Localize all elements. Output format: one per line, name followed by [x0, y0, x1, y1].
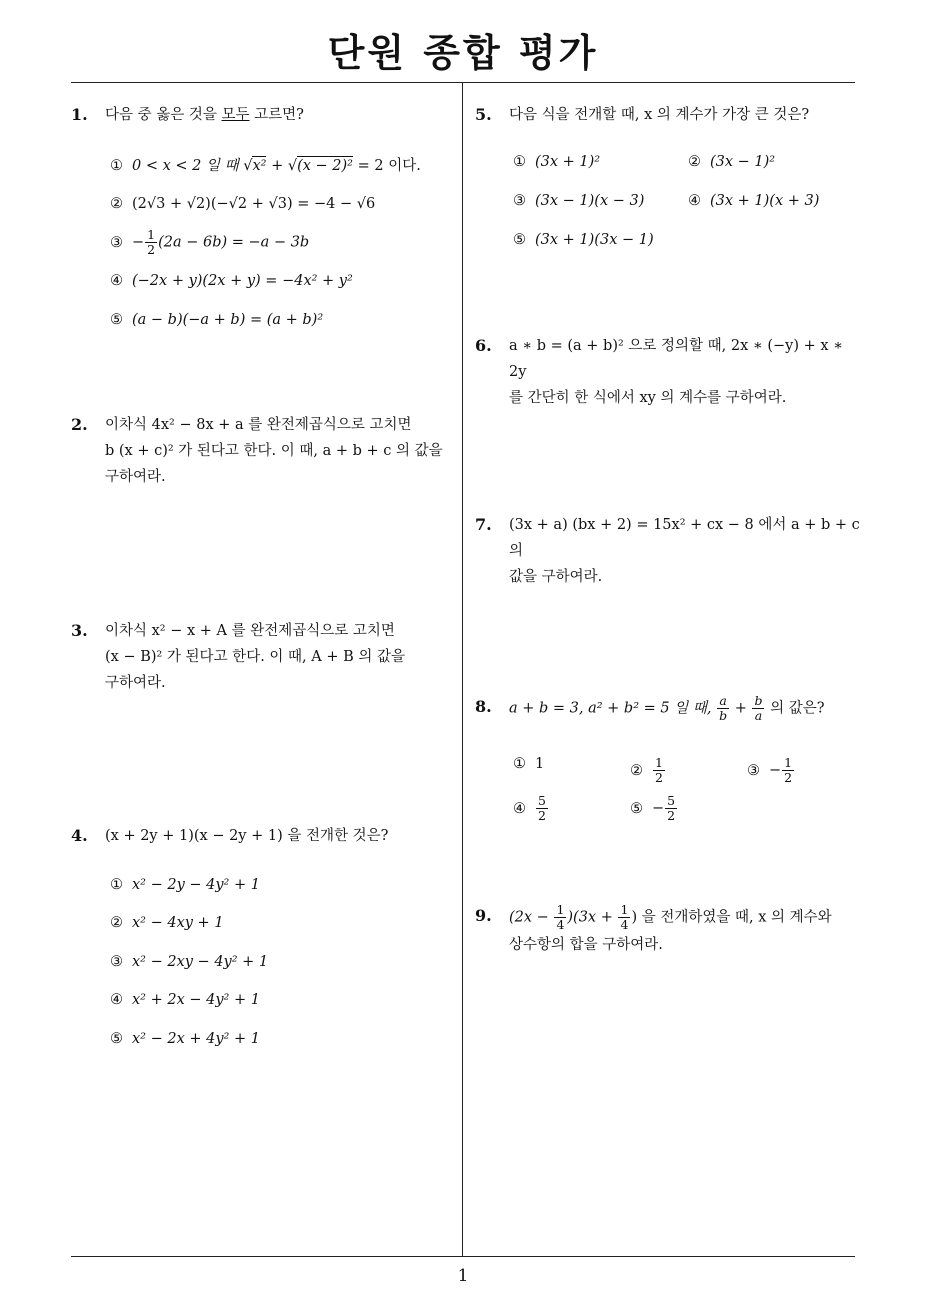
- question-9: [475, 903, 860, 958]
- question-text-line: 구하여라.: [105, 469, 166, 485]
- option-1-5[interactable]: ⑤ (a − b)(−a + b) = (a + b)²: [110, 312, 324, 328]
- option-5-3[interactable]: ③ (3x − 1)(x − 3): [513, 193, 645, 209]
- option-5-1[interactable]: ① (3x + 1)²: [513, 154, 601, 170]
- option-8-2[interactable]: ② $\frac{1}{2}$: [630, 755, 663, 785]
- question-text: 다음 식을 전개할 때, x 의 계수가 가장 큰 것은?: [509, 107, 810, 123]
- option-1-4[interactable]: ④ (−2x + y)(2x + y) = −4x² + y²: [110, 273, 353, 289]
- footer-rule: [71, 1256, 855, 1257]
- question-text: (2x − $\frac{1}{4}$ )(3x + $\frac{1}{4}$ ) 을 전개하였을 때, x 의 계수와: [509, 902, 832, 932]
- option-8-5[interactable]: ⑤ − $\frac{5}{2}$: [630, 793, 676, 823]
- option-5-5[interactable]: ⑤ (3x + 1)(3x − 1): [513, 232, 654, 248]
- question-2: [71, 412, 456, 490]
- option-1-3[interactable]: ③ − $\frac{1}{2}$ (2a − 6b) = −a − 3b: [110, 227, 310, 257]
- question-number: 4.: [71, 826, 88, 845]
- question-number: 1.: [71, 105, 88, 124]
- question-text-line: 상수항의 합을 구하여라.: [509, 937, 663, 953]
- question-text-line: a ∗ b = (a + b)² 으로 정의할 때, 2x ∗ (−y) + x ∗ 2y: [509, 338, 844, 380]
- question-number: 8.: [475, 697, 492, 716]
- question-text-line: 값을 구하여라.: [509, 569, 603, 585]
- page-title: 단원 종합 평가: [327, 31, 599, 75]
- option-4-5[interactable]: ⑤ x² − 2x + 4y² + 1: [110, 1031, 260, 1047]
- option-1-2[interactable]: ② (2√3 + √2)(−√2 + √3) = −4 − √6: [110, 196, 376, 212]
- option-4-4[interactable]: ④ x² + 2x − 4y² + 1: [110, 992, 260, 1008]
- question-number: 5.: [475, 105, 492, 124]
- question-text-line: (x − B)² 가 된다고 한다. 이 때, A + B 의 값을: [105, 649, 405, 665]
- question-text-line: 구하여라.: [105, 675, 166, 691]
- question-text-line: 이차식 4x² − 8x + a 를 완전제곱식으로 고치면: [105, 417, 412, 433]
- question-number: 3.: [71, 621, 88, 640]
- option-4-2[interactable]: ② x² − 4xy + 1: [110, 915, 224, 931]
- question-text-line: 를 간단히 한 식에서 xy 의 계수를 구하여라.: [509, 390, 787, 406]
- header-rule: [71, 82, 855, 83]
- option-8-1[interactable]: ① 1: [513, 756, 545, 772]
- question-text: (x + 2y + 1)(x − 2y + 1) 을 전개한 것은?: [105, 828, 389, 844]
- option-8-4[interactable]: ④ $\frac{5}{2}$: [513, 793, 546, 823]
- option-5-4[interactable]: ④ (3x + 1)(x + 3): [688, 193, 820, 209]
- question-4: [71, 823, 456, 849]
- question-7: [475, 512, 860, 590]
- option-4-1[interactable]: ① x² − 2y − 4y² + 1: [110, 877, 260, 893]
- question-number: 7.: [475, 515, 492, 534]
- option-1-1[interactable]: ① 0 < x < 2 일 때 √x² + √(x − 2)² = 2 이다.: [110, 158, 421, 174]
- page-number: 1: [457, 1266, 469, 1286]
- question-5: [475, 102, 860, 128]
- option-5-2[interactable]: ② (3x − 1)²: [688, 154, 776, 170]
- option-4-3[interactable]: ③ x² − 2xy − 4y² + 1: [110, 954, 269, 970]
- question-text: 다음 중 옳은 것을 모두 고르면?: [105, 107, 304, 123]
- question-text: a + b = 3, a² + b² = 5 일 때, $\frac{a}{b}$ + $\frac{b}{a}$ 의 값은?: [509, 693, 825, 723]
- option-8-3[interactable]: ③ − $\frac{1}{2}$: [747, 755, 793, 785]
- question-3: [71, 618, 456, 696]
- question-1: [71, 102, 456, 128]
- question-8: [475, 694, 860, 723]
- question-6: [475, 333, 860, 411]
- question-number: 6.: [475, 336, 492, 355]
- question-text-line: 이차식 x² − x + A 를 완전제곱식으로 고치면: [105, 623, 395, 639]
- question-text-line: b (x + c)² 가 된다고 한다. 이 때, a + b + c 의 값을: [105, 443, 443, 459]
- question-number: 9.: [475, 906, 492, 925]
- question-text-line: (3x + a) (bx + 2) = 15x² + cx − 8 에서 a + b + c 의: [509, 517, 860, 559]
- question-number: 2.: [71, 415, 88, 434]
- column-divider: [462, 83, 463, 1257]
